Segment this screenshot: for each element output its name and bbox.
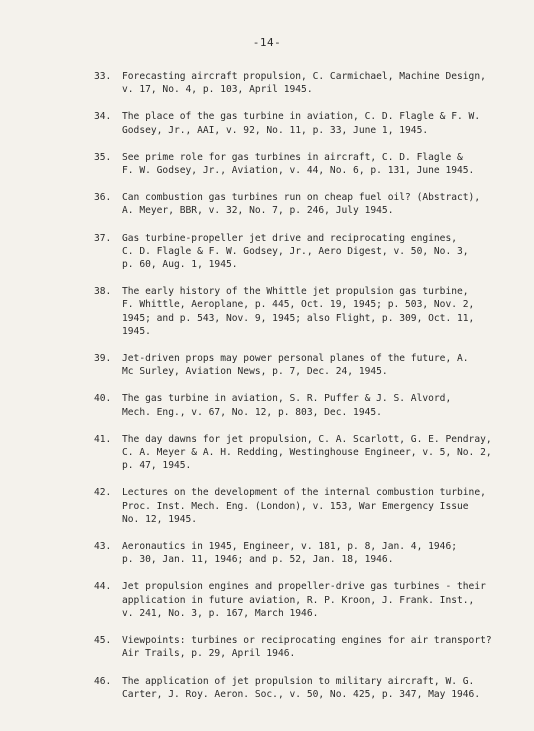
reference-text-line: The early history of the Whittle jet propulsion gas turbine, (122, 286, 469, 298)
reference-text-line: 1945; and p. 543, Nov. 9, 1945; also Flight, p. 309, Oct. 11, (122, 312, 475, 324)
reference-text-line: No. 12, 1945. (122, 513, 198, 525)
reference-entry (94, 433, 514, 473)
reference-entry (94, 110, 514, 136)
reference-text-line: Mech. Eng., v. 67, No. 12, p. 803, Dec. 1945. (122, 406, 382, 418)
reference-number: 43. (94, 541, 112, 553)
reference-text-line: Mc Surley, Aviation News, p. 7, Dec. 24, 1945. (122, 366, 388, 378)
reference-number: 44. (94, 581, 112, 593)
reference-entry (94, 232, 514, 272)
reference-entry (94, 675, 514, 701)
reference-number: 41. (94, 433, 112, 445)
reference-text-line: Viewpoints: turbines or reciprocating engines for air transport? (122, 635, 492, 647)
reference-number: 33. (94, 71, 112, 82)
reference-text-line: 1945. (122, 325, 151, 337)
reference-number: 46. (94, 675, 112, 687)
reference-number: 42. (94, 487, 112, 499)
reference-entry (94, 392, 514, 418)
reference-text-line: Aeronautics in 1945, Engineer, v. 181, p. 8, Jan. 4, 1946; (122, 541, 458, 553)
reference-text-line: Can combustion gas turbines run on cheap fuel oil? (Abstract), (122, 192, 481, 204)
reference-text-line: p. 60, Aug. 1, 1945. (122, 259, 238, 271)
reference-text-line: The place of the gas turbine in aviation, C. D. Flagle & F. W. (122, 111, 481, 123)
reference-text-line: v. 241, No. 3, p. 167, March 1946. (122, 607, 319, 619)
reference-text-line: v. 17, No. 4, p. 103, April 1945. (122, 84, 313, 96)
reference-text-line: Jet-driven props may power personal planes of the future, A. (122, 353, 469, 365)
reference-entry (94, 285, 514, 338)
reference-entry (94, 580, 514, 620)
reference-text-line: application in future aviation, R. P. Kroon, J. Frank. Inst., (122, 594, 475, 606)
reference-text-line: Proc. Inst. Mech. Eng. (London), v. 153, War Emergency Issue (122, 500, 469, 512)
reference-text-line: C. A. Meyer & A. H. Redding, Westinghouse Engineer, v. 5, No. 2, (122, 447, 492, 459)
reference-text-line: The application of jet propulsion to military aircraft, W. G. (122, 675, 475, 687)
reference-text-line: C. D. Flagle & F. W. Godsey, Jr., Aero Digest, v. 50, No. 3, (122, 245, 469, 257)
reference-number: 38. (94, 286, 112, 298)
reference-number: 45. (94, 635, 112, 647)
reference-entry (94, 151, 514, 177)
reference-text-line: p. 30, Jan. 11, 1946; and p. 52, Jan. 18, 1946. (122, 554, 394, 566)
reference-text-line: Gas turbine-propeller jet drive and reciprocating engines, (122, 232, 458, 244)
page-number: -14- (252, 36, 282, 49)
reference-text-line: The gas turbine in aviation, S. R. Puffer & J. S. Alvord, (122, 393, 452, 405)
reference-text-line: F. W. Godsey, Jr., Aviation, v. 44, No. 6, p. 131, June 1945. (122, 165, 475, 177)
reference-text-line: The day dawns for jet propulsion, C. A. Scarlott, G. E. Pendray, (122, 433, 492, 445)
reference-entry (94, 634, 514, 660)
reference-text-line: Forecasting aircraft propulsion, C. Carmichael, Machine Design, (122, 71, 486, 82)
reference-text-line: See prime role for gas turbines in aircraft, C. D. Flagle & (122, 151, 463, 163)
reference-number: 39. (94, 353, 112, 365)
reference-text-line: A. Meyer, BBR, v. 32, No. 7, p. 246, July 1945. (122, 205, 394, 217)
reference-number: 36. (94, 192, 112, 204)
reference-entry (94, 486, 514, 526)
reference-entry (94, 540, 514, 566)
reference-entry (94, 352, 514, 378)
reference-text-line: Air Trails, p. 29, April 1946. (122, 648, 296, 660)
reference-list (94, 70, 514, 715)
reference-text-line: F. Whittle, Aeroplane, p. 445, Oct. 19, 1945; p. 503, Nov. 2, (122, 299, 475, 311)
reference-text-line: p. 47, 1945. (122, 460, 192, 472)
reference-number: 37. (94, 232, 112, 244)
reference-text-line: Jet propulsion engines and propeller-drive gas turbines - their (122, 581, 486, 593)
reference-text-line: Godsey, Jr., AAI, v. 92, No. 11, p. 33, June 1, 1945. (122, 124, 429, 136)
reference-entry (94, 191, 514, 217)
reference-entry (94, 70, 514, 96)
reference-number: 40. (94, 393, 112, 405)
reference-text-line: Carter, J. Roy. Aeron. Soc., v. 50, No. 425, p. 347, May 1946. (122, 688, 481, 700)
reference-number: 34. (94, 111, 112, 123)
reference-text-line: Lectures on the development of the internal combustion turbine, (122, 487, 486, 499)
reference-number: 35. (94, 151, 112, 163)
